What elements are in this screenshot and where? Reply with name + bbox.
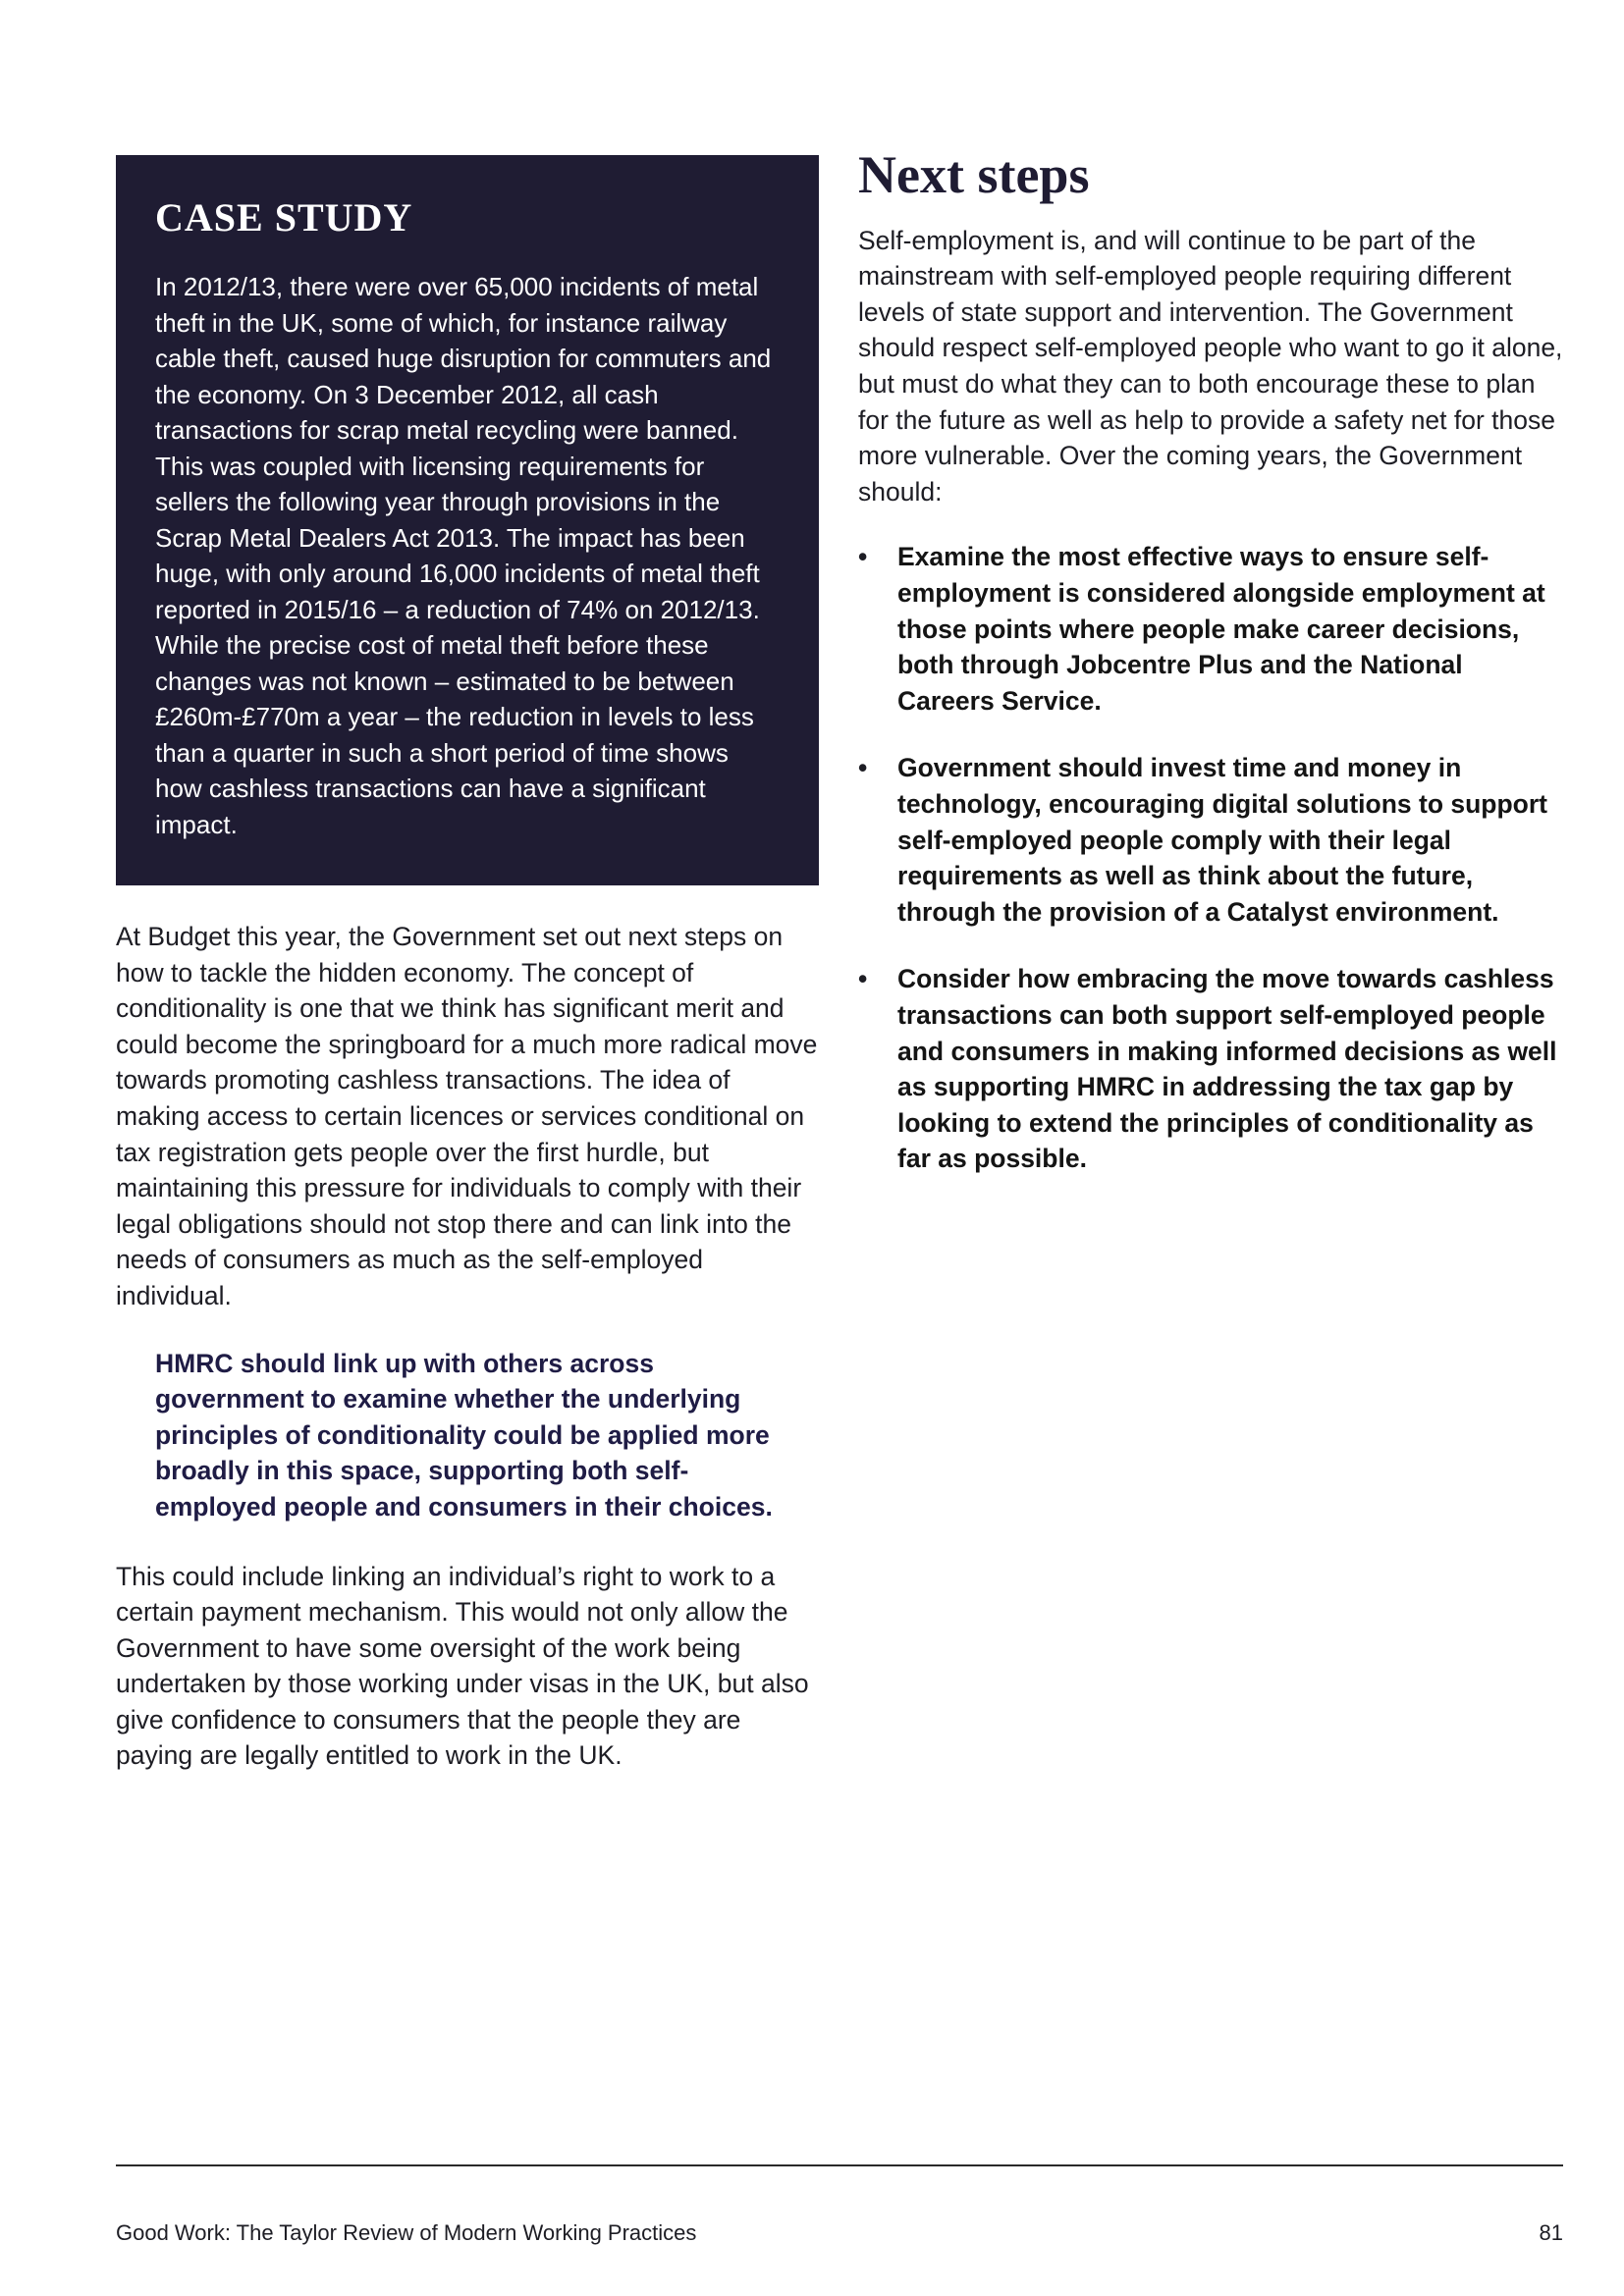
bullet-icon: •: [858, 753, 868, 783]
intro-paragraph: Self-employment is, and will continue to be part of the mainstream with self-employed people requiring different levels of state support and intervention. The Government should respect self-employed people who want to go it alone, but must do what they can to both encourage these to plan for the future as well as help to provide a safety net for those more vulnerable. Over the coming years, the Government should:: [858, 225, 1563, 507]
case-study-body: In 2012/13, there were over 65,000 incidents of metal theft in the UK, some of which, for instance railway cable theft, caused huge disruption for commuters and the economy. On 3 December 2012, all cash transactions for scrap metal recycling were banned. This was coupled with licensing requirements for sellers the following year through provisions in the Scrap Metal Dealers Act 2013. The impact has been huge, with only around 16,000 incidents of metal theft reported in 2015/16 – a reduction of 74% on 2012/13. While the precise cost of metal theft before these changes was not known – estimated to be between £260m-£770m a year – the reduction in levels to less than a quarter in such a short period of time shows how cashless transactions can have a significant impact.: [155, 272, 772, 839]
list-item-text: Consider how embracing the move towards cashless transactions can both support self-employed people and consumers in making informed decisions as well as supporting HMRC in addressing the tax gap by looking to extend the principles of conditionality as far as possible.: [897, 964, 1557, 1174]
right-column: [858, 147, 1565, 1208]
body-paragraph-2: This could include linking an individual’s right to work to a certain payment mechanism. This would not only allow the Government to have some oversight of the work being undertaken by those working under visas in the UK, but also give confidence to consumers that the people they are paying are legally entitled to work in the UK.: [116, 1561, 809, 1771]
page-number: 81: [1539, 2220, 1563, 2245]
list-item-text: Examine the most effective ways to ensure self-employment is considered alongside employment at those points where people make career decisions, both through Jobcentre Plus and the National Careers Service.: [897, 542, 1545, 716]
body-paragraph-1: At Budget this year, the Government set out next steps on how to tackle the hidden economy. The concept of conditionality is one that we think has significant merit and could become the springboard for a much more radical move towards promoting cashless transactions. The idea of making access to certain licences or services conditional on tax registration gets people over the first hurdle, but maintaining this pressure for individuals to comply with their legal obligations should not stop there and can link into the needs of consumers as much as the self-employed individual.: [116, 922, 818, 1310]
bullet-icon: •: [858, 964, 868, 994]
list-item: [858, 539, 1565, 719]
list-item-text: Government should invest time and money in technology, encouraging digital solutions to support self-employed people comply with their legal requirements as well as think about the future, through the provision of a Catalyst environment.: [897, 753, 1547, 927]
case-study-title: CASE STUDY: [155, 195, 413, 240]
footer-divider: [116, 2164, 1563, 2166]
list-item: [858, 750, 1565, 930]
list-item: [858, 961, 1565, 1177]
recommendations-list: [858, 539, 1565, 1177]
section-heading: Next steps: [858, 145, 1090, 204]
bullet-icon: •: [858, 542, 868, 572]
case-study-box: [116, 155, 819, 885]
footer-document-title: Good Work: The Taylor Review of Modern Working Practices: [116, 2220, 697, 2245]
recommendation-callout: HMRC should link up with others across government to examine whether the underlying principles of conditionality could be applied more broadly in this space, supporting both self-employed people and consumers in their choices.: [155, 1348, 773, 1522]
left-column: [116, 155, 819, 1774]
